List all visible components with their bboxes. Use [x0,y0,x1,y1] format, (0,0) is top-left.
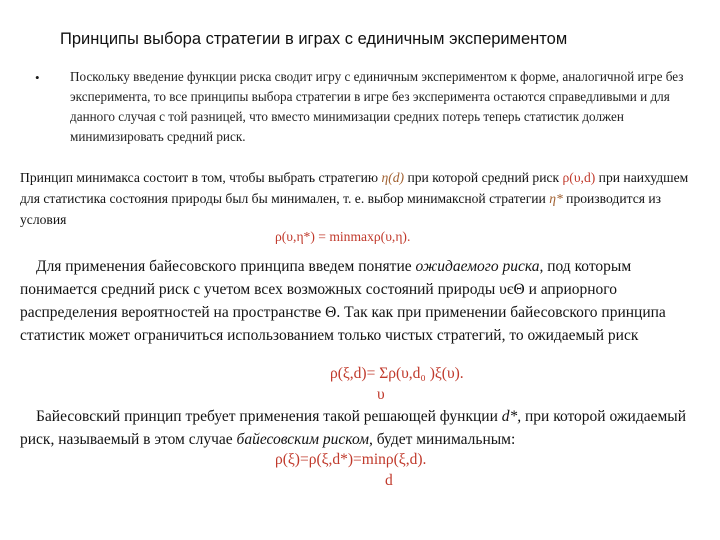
bayes-principle-text-3: будет минимальным: [372,431,516,448]
bayes-risk-term: байесовским риском, [236,431,373,448]
bullet-text: Поскольку введение функции риска сводит игру с единичным экспериментом к форме, аналогичной игре без эксперимента, то все принципы выбора стратегии в игре без эксперимента остаются справедливыми и для данного случая с той разницей, что вместо минимизации средних потерь теперь статистик должен минимизировать средний риск. [70,69,684,144]
minimax-text-1: Принцип минимакса состоит в том, чтобы выбрать стратегию [20,170,382,185]
slide-title: Принципы выбора стратегии в играх с единичным экспериментом [60,30,568,48]
expected-risk-term: ожидаемого риска, [415,258,544,275]
bayes-risk-min-index: d [385,472,393,489]
eta-star: η* [549,191,563,206]
d-star: d*, [501,408,522,425]
bayes-principle-paragraph [20,405,715,451]
bayes-text-1: Для применения байесовского принципа введем понятие [36,258,416,275]
rho-ud: ρ(υ,d) [562,170,596,185]
bullet-marker: • [35,70,40,85]
expected-risk-sum-index: υ [377,386,385,403]
bayes-risk-formula: ρ(ξ)=ρ(ξ,d*)=minρ(ξ,d). [275,451,427,468]
minimax-formula: ρ(υ,η*) = minmaxρ(υ,η). [275,229,411,244]
expected-risk-formula: ρ(ξ,d)= Σρ(υ,d₀ )ξ(υ). [330,365,464,382]
minimax-text-2: при которой средний риск [404,170,563,185]
bayes-intro-paragraph [20,255,710,347]
minimax-text-3: при наихудшем для статистика состояния природы был бы минимален, т. е. выбор минимаксной стратегии [20,170,689,206]
bayes-principle-text-1: Байесовский принцип требует применения такой решающей функции [36,408,502,425]
bayes-text-2: под которым понимается средний риск с учетом всех возможных состояний природы υєΘ и априорного распределения вероятностей на пространстве Θ. Так как при применении байесовского принципа статистик может ограничиться использованием только чистых стратегий, то ожидаемый риск [20,258,666,344]
minimax-paragraph [20,167,705,230]
eta-d: η(d) [381,170,405,185]
minimax-text-4: производится из условия [20,191,662,227]
bayes-principle-text-2: при которой ожидаемый риск, называемый в этом случае [20,408,687,448]
